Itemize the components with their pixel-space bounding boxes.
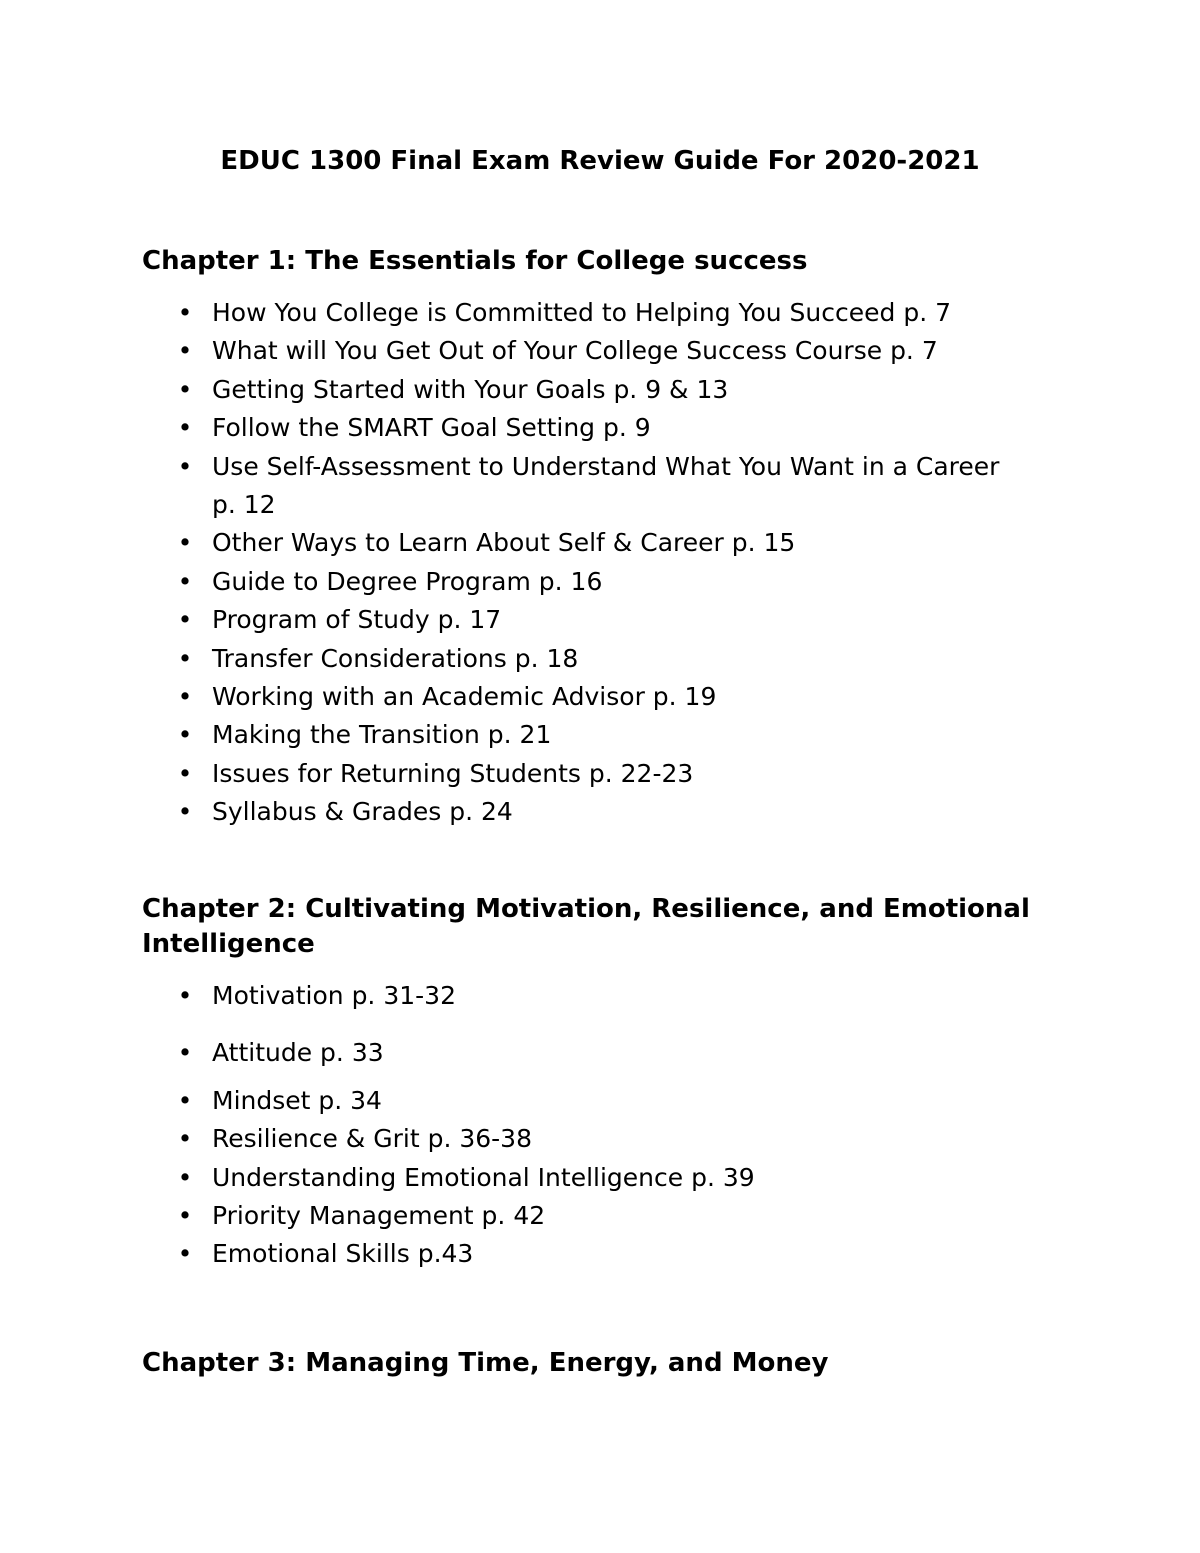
topic-text: Other Ways to Learn About Self & Career p. 15 [212,528,796,558]
topic-list [142,294,1082,832]
bullet-icon: • [177,451,193,481]
topic-text: Follow the SMART Goal Setting p. 9 [212,413,651,443]
chapter-1-section [142,244,1082,832]
topic-text: Making the Transition p. 21 [212,720,552,750]
bullet-icon: • [177,720,193,750]
list-item [142,1034,1002,1072]
bullet-icon: • [177,605,193,635]
topic-text: Getting Started with Your Goals p. 9 & 13 [212,374,729,404]
bullet-icon: • [177,566,193,596]
bullet-icon: • [177,413,193,443]
topic-text: Motivation p. 31-32 [212,981,456,1010]
topic-text: What will You Get Out of Your College Success Course p. 7 [212,336,938,366]
bullet-icon: • [177,528,193,558]
list-item [142,371,1002,409]
topic-text: Use Self-Assessment to Understand What You Want in a Career p. 12 [212,451,1000,520]
topic-text: Priority Management p. 42 [212,1201,546,1231]
chapter-heading: Chapter 2: Cultivating Motivation, Resilience, and Emotional Intelligence [142,894,1030,959]
list-item [142,1120,1002,1158]
bullet-icon: • [177,1038,193,1068]
topic-text: Issues for Returning Students p. 22-23 [212,758,694,788]
bullet-icon: • [177,682,193,712]
topic-text: Transfer Considerations p. 18 [212,643,579,673]
list-item [142,524,1002,562]
bullet-icon: • [177,643,193,673]
chapter-heading: Chapter 1: The Essentials for College success [142,246,808,276]
bullet-icon: • [177,981,193,1010]
topic-text: Working with an Academic Advisor p. 19 [212,682,717,712]
list-item [142,1197,1002,1235]
topic-text: Syllabus & Grades p. 24 [212,797,513,827]
list-item [142,409,1002,447]
list-item [142,1235,1002,1273]
bullet-icon: • [177,1085,193,1115]
bullet-icon: • [177,336,193,366]
bullet-icon: • [177,1124,193,1154]
topic-text: Understanding Emotional Intelligence p. 39 [212,1162,755,1192]
topic-text: How You College is Committed to Helping You Succeed p. 7 [212,298,952,327]
list-item [142,678,1002,716]
bullet-icon: • [177,1239,193,1269]
list-item [142,716,1002,754]
bullet-icon: • [177,374,193,404]
bullet-icon: • [177,1201,193,1231]
list-item [142,332,1002,370]
chapter-2-section [142,892,1082,1274]
list-item [142,448,1002,525]
chapter-3-section [142,1346,1082,1381]
topic-text: Resilience & Grit p. 36-38 [212,1124,532,1154]
topic-text: Attitude p. 33 [212,1038,384,1068]
list-item [142,294,1002,332]
topic-text: Mindset p. 34 [212,1085,382,1115]
document-title: EDUC 1300 Final Exam Review Guide For 2020-2021 [220,146,980,176]
list-item [142,977,1002,1015]
list-item [142,640,1002,678]
list-item [142,755,1002,793]
bullet-icon: • [177,758,193,788]
list-item [142,1159,1002,1197]
topic-text: Program of Study p. 17 [212,605,502,635]
topic-text: Guide to Degree Program p. 16 [212,566,603,596]
list-item [142,601,1002,639]
list-item [142,563,1002,601]
list-item [142,1082,1002,1120]
bullet-icon: • [177,1162,193,1192]
chapter-heading: Chapter 3: Managing Time, Energy, and Money [142,1348,829,1378]
topic-text: Emotional Skills p.43 [212,1239,474,1269]
bullet-icon: • [177,797,193,827]
list-item [142,793,1002,831]
bullet-icon: • [177,298,193,327]
topic-list [142,977,1082,1274]
